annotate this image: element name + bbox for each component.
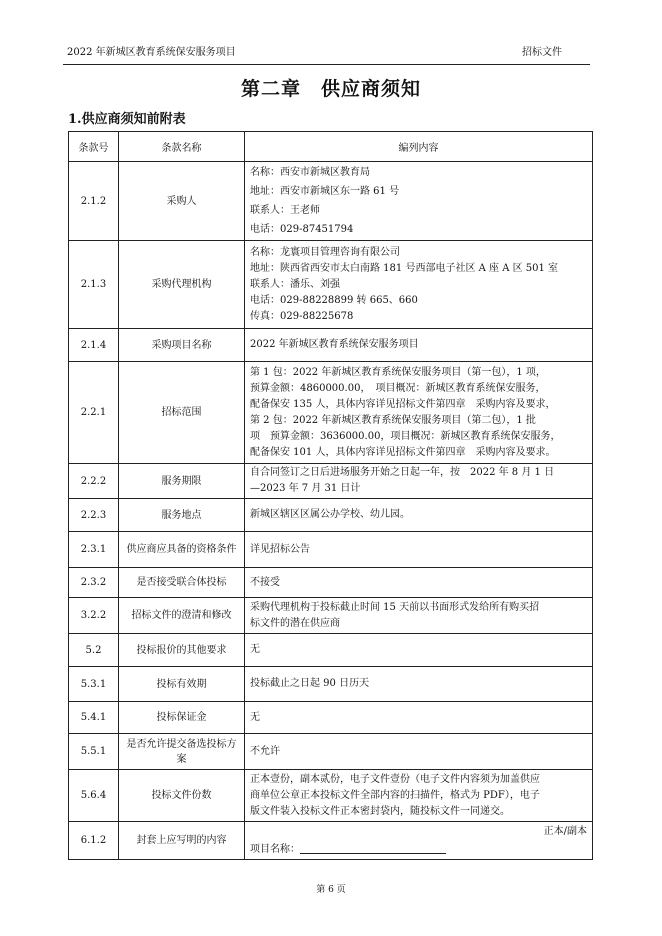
original-copy-label: 正本/副本 — [543, 825, 587, 837]
clause-no: 5.4.1 — [69, 702, 119, 734]
content-line: 投标截止之日起 90 日历天 — [250, 678, 370, 689]
clause-name: 供应商应具备的资格条件 — [119, 532, 245, 568]
content-line: 第 2 包：2022 年新城区教育系统保安服务项目（第二包），1 批 — [250, 414, 536, 426]
content-line: 标文件的潜在供应商 — [250, 617, 340, 629]
clause-no: 5.3.1 — [69, 667, 119, 702]
clause-name: 是否允许提交备选投标方案 — [119, 734, 245, 770]
project-name-line — [250, 841, 587, 859]
clause-name: 采购项目名称 — [119, 329, 245, 362]
clause-content — [245, 702, 593, 734]
clause-content — [245, 822, 593, 860]
content-line: 无 — [250, 711, 260, 723]
content-line: 电话：029-87451794 — [250, 224, 354, 235]
clause-content — [245, 464, 593, 499]
table-row — [69, 770, 593, 822]
content-line: 不接受 — [250, 576, 280, 588]
content-line: 名称：西安市新城区教育局 — [250, 167, 370, 178]
clause-name: 招标文件的澄清和修改 — [119, 598, 245, 634]
clause-no: 2.2.2 — [69, 464, 119, 499]
table-row — [69, 734, 593, 770]
content-line: 第 1 包：2022 年新城区教育系统保安服务项目（第一包），1 项， — [250, 366, 546, 378]
content-line: 新城区辖区区属公办学校、幼儿园。 — [250, 509, 410, 520]
clause-no: 3.2.2 — [69, 598, 119, 634]
content-line: 地址：西安市新城区东一路 61 号 — [250, 186, 400, 197]
clause-no: 2.3.2 — [69, 568, 119, 598]
clause-no: 2.2.1 — [69, 362, 119, 464]
header-doc-type: 招标文件 — [522, 47, 562, 58]
clause-name: 服务期限 — [119, 464, 245, 499]
table-row — [69, 329, 593, 362]
content-line: 详见招标公告 — [250, 543, 310, 555]
content-line: 商单位公章正本投标文件全部内容的扫描件，格式为 PDF），电子 — [250, 789, 540, 801]
clause-name: 服务地点 — [119, 499, 245, 532]
clause-name: 采购人 — [119, 162, 245, 241]
clause-content — [245, 162, 593, 241]
content-line: 地址：陕西省西安市太白南路 181 号西部电子社区 A 座 A 区 501 室 — [250, 262, 559, 274]
content-line: 无 — [250, 644, 260, 655]
clause-content — [245, 499, 593, 532]
clause-name: 投标有效期 — [119, 667, 245, 702]
content-line: 联系人：潘乐、刘强 — [250, 278, 340, 290]
table-row — [69, 598, 593, 634]
clause-name: 是否接受联合体投标 — [119, 568, 245, 598]
content-line: 联系人：王老师 — [250, 205, 320, 216]
header-clause-name: 条款名称 — [119, 132, 245, 162]
content-line: 版文件装入投标文件正本密封袋内，随投标文件一同递交。 — [250, 805, 510, 817]
table-row — [69, 464, 593, 499]
clause-content — [245, 598, 593, 634]
clause-content — [245, 241, 593, 329]
clause-content — [245, 362, 593, 464]
section-title: 1.供应商须知前附表 — [68, 112, 186, 127]
clause-content — [245, 634, 593, 667]
content-line: 预算金额：4860000.00， 项目概况：新城区教育系统保安服务， — [250, 382, 546, 394]
content-line: 采购代理机构于投标截止时间 15 天前以书面形式发给所有购买招 — [250, 601, 540, 613]
clause-content — [245, 667, 593, 702]
table-header-row — [69, 132, 593, 162]
table-row — [69, 702, 593, 734]
content-line: 正本壹份，副本贰份，电子文件壹份（电子文件内容须为加盖供应 — [250, 773, 540, 785]
content-line: 名称：龙寰项目管理咨询有限公司 — [250, 246, 400, 258]
page-header — [63, 42, 590, 65]
table-row — [69, 499, 593, 532]
clause-no: 5.5.1 — [69, 734, 119, 770]
clause-no: 2.2.3 — [69, 499, 119, 532]
clause-name: 采购代理机构 — [119, 241, 245, 329]
clause-no: 6.1.2 — [69, 822, 119, 860]
content-line: 2022 年新城区教育系统保安服务项目 — [250, 339, 419, 350]
clause-name: 封套上应写明的内容 — [119, 822, 245, 860]
clause-no: 2.1.4 — [69, 329, 119, 362]
clause-name: 投标文件份数 — [119, 770, 245, 822]
table-row — [69, 634, 593, 667]
project-name-blank — [300, 841, 446, 854]
content-line: 不允许 — [250, 745, 280, 757]
clause-name: 投标保证金 — [119, 702, 245, 734]
content-line: 传真：029-88225678 — [250, 310, 354, 322]
header-clause-no: 条款号 — [69, 132, 119, 162]
table-row — [69, 532, 593, 568]
table-row — [69, 162, 593, 241]
clause-content — [245, 568, 593, 598]
content-line: 项 预算金额：3636000.00，项目概况：新城区教育系统保安服务， — [250, 430, 561, 442]
clause-content — [245, 770, 593, 822]
clause-content — [245, 329, 593, 362]
table-row — [69, 568, 593, 598]
clause-no: 5.6.4 — [69, 770, 119, 822]
header-project-name: 2022 年新城区教育系统保安服务项目 — [67, 47, 236, 58]
table-row — [69, 362, 593, 464]
page-number: 第 6 页 — [316, 885, 346, 895]
table-row — [69, 667, 593, 702]
clause-no: 2.1.3 — [69, 241, 119, 329]
content-line: 自合同签订之日后进场服务开始之日起一年，按 2022 年 8 月 1 日 — [250, 467, 555, 478]
content-line: —2023 年 7 月 31 日计 — [250, 483, 361, 494]
clause-content — [245, 532, 593, 568]
project-name-label: 项目名称： — [250, 843, 300, 855]
table-row — [69, 822, 593, 860]
chapter-title: 第二章 供应商须知 — [240, 78, 421, 100]
content-line: 配备保安 135 人，具体内容详见招标文件第四章 采购内容及要求， — [250, 398, 556, 410]
table-row — [69, 241, 593, 329]
content-line: 电话：029-88228899 转 665、660 — [250, 294, 418, 306]
clause-no: 5.2 — [69, 634, 119, 667]
clause-name: 招标范围 — [119, 362, 245, 464]
clause-no: 2.1.2 — [69, 162, 119, 241]
clause-no: 2.3.1 — [69, 532, 119, 568]
bidder-instructions-table — [68, 131, 593, 860]
header-content: 编列内容 — [245, 132, 593, 162]
clause-name: 投标报价的其他要求 — [119, 634, 245, 667]
clause-content — [245, 734, 593, 770]
content-line: 配备保安 101 人，具体内容详见招标文件第四章 采购内容及要求。 — [250, 446, 556, 458]
